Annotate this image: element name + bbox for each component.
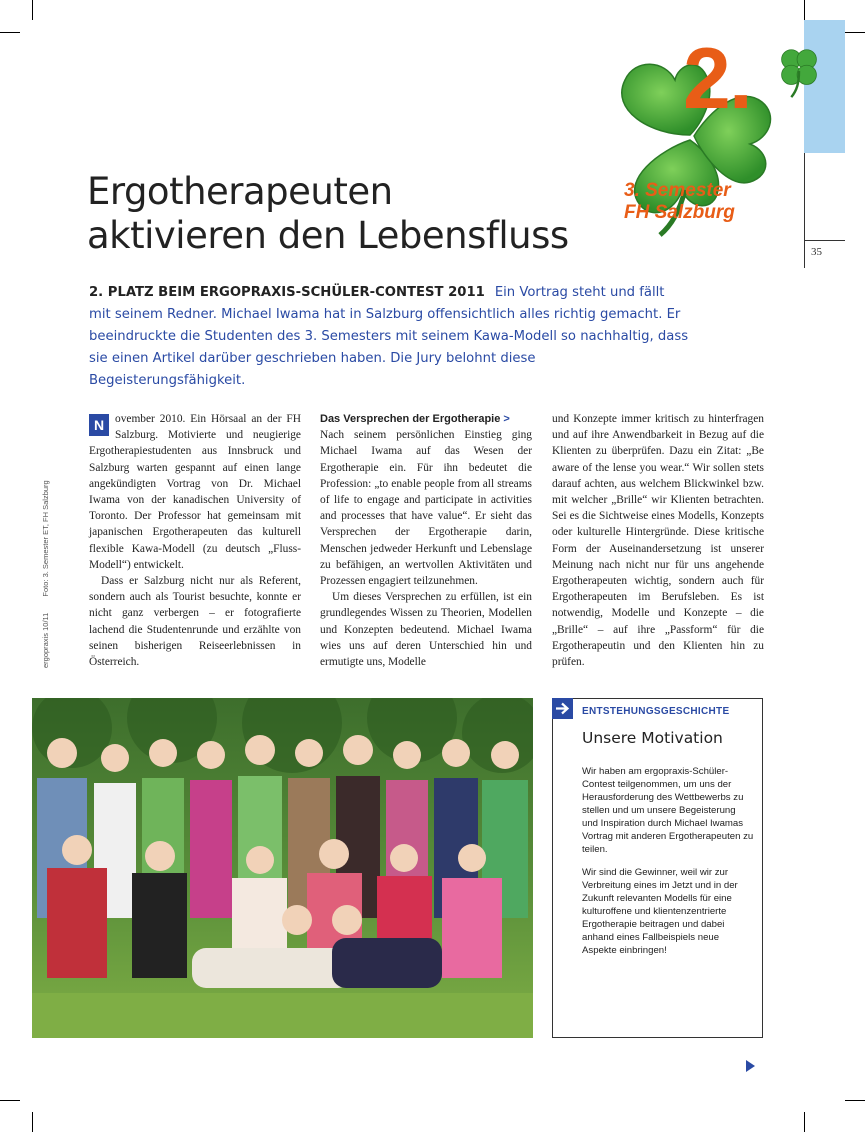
body-column-2 [320,411,532,670]
crop-mark [0,32,20,33]
box-title: Unsere Motivation [582,729,723,747]
crop-mark [804,0,805,20]
body-column-1 [89,411,301,670]
paragraph: Um dieses Versprechen zu erfüllen, ist ein grundlegendes Wissen zu Theorien, Modellen und Konzepten bedeutend. Michael Iwama wies uns auf deren Unterschied hin und ermutigte uns, Modelle [320,591,532,669]
box-body [582,765,754,967]
title-line: aktivieren den Lebensfluss [87,214,569,257]
paragraph: Nach seinem persönlichen Einstieg ging Michael Iwama auf das Wesen der Ergotherapie ein. Für ihn bedeutet die Profession: „to enable people from all streams of life to engage and participate in activities and processes that have value“. Er sieht das Versprechen der Ergotherapie darin, Menschen jedweder Herkunft und Lebenslage zu befähigen, an wertvollen Aktivitäten und Prozessen engagiert teilzunehmen. [320,429,532,588]
title-line: Ergotherapeuten [87,170,393,213]
group-photo [32,698,533,1038]
arrow-right-icon [552,698,573,719]
clover-icon [770,42,828,100]
paragraph: Wir haben am ergopraxis-Schüler-Contest teilgenommen, um uns der Herausforderung des Wettbewerbs zu stellen und um unsere Begeisterung und Inspiration durch Michael Iwamas Vortrag mit anderen Ergotherapeuten zu teilen. [582,766,754,855]
page-number: 35 [811,246,822,258]
crop-mark [804,1112,805,1132]
lead-text: Ein Vortrag steht und fällt mit seinem Redner. Michael Iwama hat in Salzburg offensichtlich alles richtig gemacht. Er beeindruckte die Studenten des 3. Semesters mit seinem Kawa-Modell so nachhaltig, dass sie einen Artikel darüber geschrieben haben. Die Jury belohnt diese Begeisterungsfähigkeit. [89,285,689,388]
paragraph [89,411,301,573]
crop-mark [0,1100,20,1101]
crop-mark [32,1112,33,1132]
drop-cap: N [89,414,109,436]
crop-mark [845,32,865,33]
section-subhead [320,411,532,427]
body-column-3 [552,411,764,670]
subhead-arrow: > [503,413,510,425]
semester-label [624,180,784,224]
place-badge: 2. [683,31,751,127]
divider [804,153,805,268]
journal-issue: ergopraxis 10/11 [41,612,50,668]
box-category: ENTSTEHUNGSGESCHICHTE [582,706,730,717]
semester-line: 3. Semester [624,180,731,201]
lead-kicker: 2. PLATZ BEIM ERGOPRAXIS-SCHÜLER-CONTEST 2011 [89,285,485,300]
paragraph-text: ovember 2010. Ein Hörsaal an der FH Salzburg. Motivierte und neugierige Ergotherapiestudenten aus Innsbruck und Salzburg warten gespannt auf einen lange angekündigten Vortrag von Dr. Michael Iwama von der kanadischen University of Toronto. Der Professor hat gemeinsam mit japanischen Ergotherapeuten das kulturell flexible Kawa-Modell (zu deutsch „Fluss-Modell“) entwickelt. [89,413,301,571]
school-line: FH Salzburg [624,202,735,223]
paragraph: Dass er Salzburg nicht nur als Referent, sondern auch als Tourist besuchte, konnte er nicht ganz verbergen – er fotografierte lachend die Studentenrunde und erzählte von seinen bisherigen Reiseerlebnissen in Österreich. [89,575,301,669]
paragraph: Wir sind die Gewinner, weil wir zur Verbreitung eines im Jetzt und in der Zukunft relevanten Modells für eine kulturoffene und klientenzentrierte Ergotherapie beitragen und dabei anhand eines Fallbeispiels neue Aspekte einbringen! [582,867,738,956]
crop-mark [32,0,33,20]
paragraph: und Konzepte immer kritisch zu hinterfragen und auf ihre Anwendbarkeit in Bezug auf die Klienten zu überprüfen. Dazu ein Zitat: „Be aware of the lense you wear.“ Wir sollen stets darauf achten, aus welchem Blickwinkel bzw. mit welcher „Brille“ wir Klienten betrachten. Sei es die Sichtweise eines Modells, Konzepts oder kulturelle Hintergründe. Diese kritische Form der Auseinandersetzung ist unserer Meinung nach nicht nur für uns angehende Ergotherapeuten wichtig, sondern auch für Ergotherapeuten im Berufsleben. Es ist notwendig, Modelle und Konzepte – die „Brille“ – auf ihre „Passform“ für die Ergotherapeutin und den Klienten hin zu prüfen. [552,413,764,669]
article-title [87,170,627,258]
article-lead [89,282,689,392]
next-page-icon[interactable] [746,1060,755,1072]
photo-credit: Foto: 3. Semester ET, FH Salzburg [41,480,50,597]
subhead-text: Das Versprechen der Ergotherapie [320,413,501,425]
crop-mark [845,1100,865,1101]
divider [804,240,845,241]
side-credit [41,466,50,668]
